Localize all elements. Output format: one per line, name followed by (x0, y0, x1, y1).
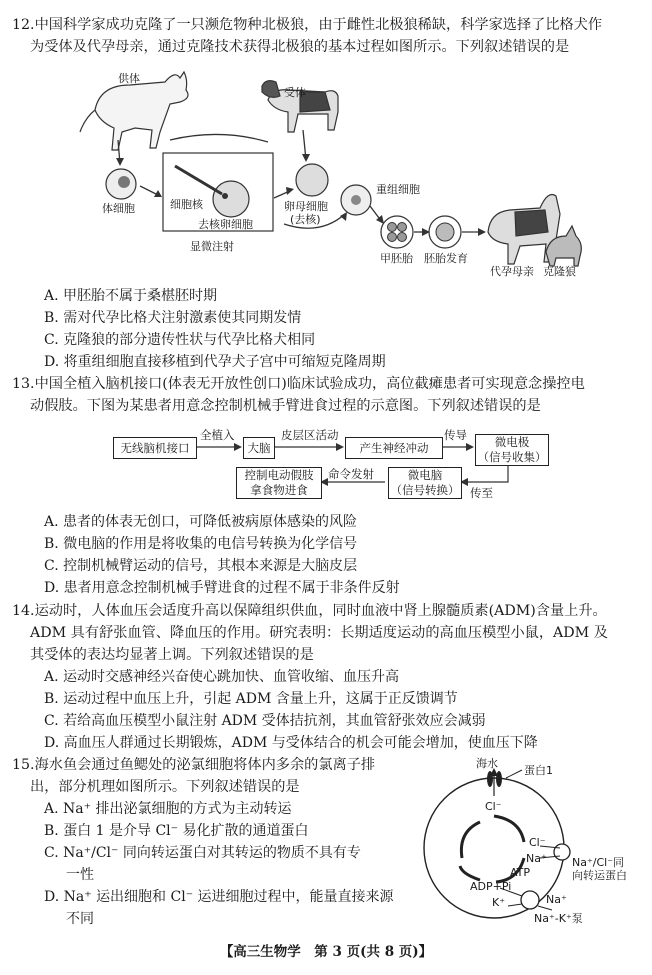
flow-arrow-label-command: 命令发射 (328, 467, 374, 481)
label-microinjection: 显微注射 (190, 240, 234, 253)
flow-arrow-label-to: 传至 (470, 486, 493, 500)
cotransporter-icon (554, 844, 570, 860)
q15-option-d: D. Na⁺ 运出细胞和 Cl⁻ 运进细胞过程中，能量直接来源 (44, 889, 394, 905)
flow-box-bci: 无线脑机接口 (113, 437, 197, 459)
flow-box-computer: 微电脑 （信号转换） (388, 467, 462, 499)
q13-option-a: A. 患者的体表无创口，可降低被病原体感染的风险 (44, 514, 358, 530)
label-recon-cell: 重组细胞 (376, 183, 420, 196)
label-na-bottom: Na⁺ (546, 893, 567, 906)
q15-option-b: B. 蛋白 1 是介导 Cl⁻ 易化扩散的通道蛋白 (44, 823, 309, 839)
q15-option-c-cont: 一性 (66, 867, 94, 883)
label-cl-right: Cl⁻ (529, 836, 546, 849)
label-embryo-a: 甲胚胎 (380, 252, 413, 265)
label-atp: ATP (510, 866, 531, 879)
q13-option-d: D. 患者用意念控制机械手臂进食的过程不属于非条件反射 (44, 580, 400, 596)
label-somatic-cell: 体细胞 (102, 202, 135, 215)
label-recipient: 受体 (284, 86, 306, 99)
label-cl-top: Cl⁻ (485, 800, 502, 813)
q13-stem: 13.中国全植入脑机接口(体表无开放性创口)临床试验成功，高位截瘫患者可实现意念操控电 动假肢。下图为某患者用意念控制机械手臂进食过程的示意图。下列叙述错误的是 (12, 376, 585, 414)
q14-option-c: C. 若给高血压模型小鼠注射 ADM 受体拮抗剂，其血管舒张效应会减弱 (44, 713, 486, 729)
q13-option-c: C. 控制机械臂运动的信号，其根本来源是大脑皮层 (44, 558, 358, 574)
label-cotransporter: Na⁺/Cl⁻同 向转运蛋白 (572, 856, 627, 882)
label-enucleated-oocyte: 去核卵细胞 (198, 218, 253, 231)
q14-stem: 14.运动时，人体血压会适度升高以保障组织供血，同时血液中肾上腺髓质素(ADM)含量上升。 ADM 具有舒张血管、降血压的作用。研究表明：长期适度运动的高血压模型小鼠，ADM 及 其受体的表达均显著上调。下列叙述错误的是 (12, 603, 608, 663)
label-enucleate: (去核) (290, 213, 321, 226)
q15-stem: 15.海水鱼会通过鱼鳃处的泌氯细胞将体内多余的氯离子排 出，部分机理如图所示。下列叙述错误的是 (12, 757, 376, 795)
label-donor: 供体 (118, 72, 140, 85)
q12-option-a: A. 甲胚胎不属于桑椹胚时期 (44, 288, 218, 304)
label-nucleus: 细胞核 (170, 198, 203, 211)
q14-option-b: B. 运动过程中血压上升，引起 ADM 含量上升，这属于正反馈调节 (44, 691, 458, 707)
flow-box-prosthesis: 控制电动假肢 拿食物进食 (236, 467, 322, 499)
q15-option-c: C. Na⁺/Cl⁻ 同向转运蛋白对其转运的物质不具有专 (44, 845, 361, 861)
q13-option-b: B. 微电脑的作用是将收集的电信号转换为化学信号 (44, 536, 358, 552)
label-adp: ADP+Pi (470, 880, 512, 893)
label-protein1: 蛋白1 (524, 764, 553, 777)
label-surrogate: 代孕母亲 (490, 265, 534, 278)
label-clone-wolf: 克隆狼 (543, 265, 576, 278)
label-k: K⁺ (492, 896, 506, 909)
flow-arrow-label-conduct: 传导 (444, 428, 467, 442)
q12-stem: 12.中国科学家成功克隆了一只濒危物种北极狼，由于雌性北极狼稀缺，科学家选择了比格犬作 为受体及代孕母亲，通过克隆技术获得北极狼的基本过程如图所示。下列叙述错误的是 (12, 17, 603, 55)
flow-arrow-label-cortex: 皮层区活动 (281, 428, 339, 442)
q14-option-d: D. 高血压人群通过长期锻炼，ADM 与受体结合的机会可能会增加，使血压下降 (44, 735, 538, 751)
q15-option-a: A. Na⁺ 排出泌氯细胞的方式为主动转运 (44, 801, 292, 817)
flow-arrow-label-implant: 全植入 (200, 428, 235, 442)
q12-option-b: B. 需对代孕比格犬注射激素使其同期发情 (44, 310, 302, 326)
label-oocyte: 卵母细胞 (284, 200, 328, 213)
label-na-right: Na⁺ (526, 852, 547, 865)
label-pump: Na⁺-K⁺泵 (534, 912, 583, 925)
page-footer: 【高三生物学 第 3 页(共 8 页)】 (219, 944, 433, 960)
na-k-pump-icon (521, 891, 539, 909)
flow-box-electrode: 微电极 （信号收集） (475, 434, 549, 466)
label-seawater: 海水 (476, 757, 498, 770)
q12-option-c: C. 克隆狼的部分遗传性状与代孕比格犬相同 (44, 332, 316, 348)
q14-option-a: A. 运动时交感神经兴奋使心跳加快、血管收缩、血压升高 (44, 669, 400, 685)
q12-option-d: D. 将重组细胞直接移植到代孕犬子宫中可缩短克隆周期 (44, 354, 386, 370)
label-embryo-dev: 胚胎发育 (424, 252, 468, 265)
flow-box-brain: 大脑 (243, 437, 275, 459)
flow-box-impulse: 产生神经冲动 (345, 437, 443, 459)
q15-option-d-cont: 不同 (66, 911, 94, 927)
